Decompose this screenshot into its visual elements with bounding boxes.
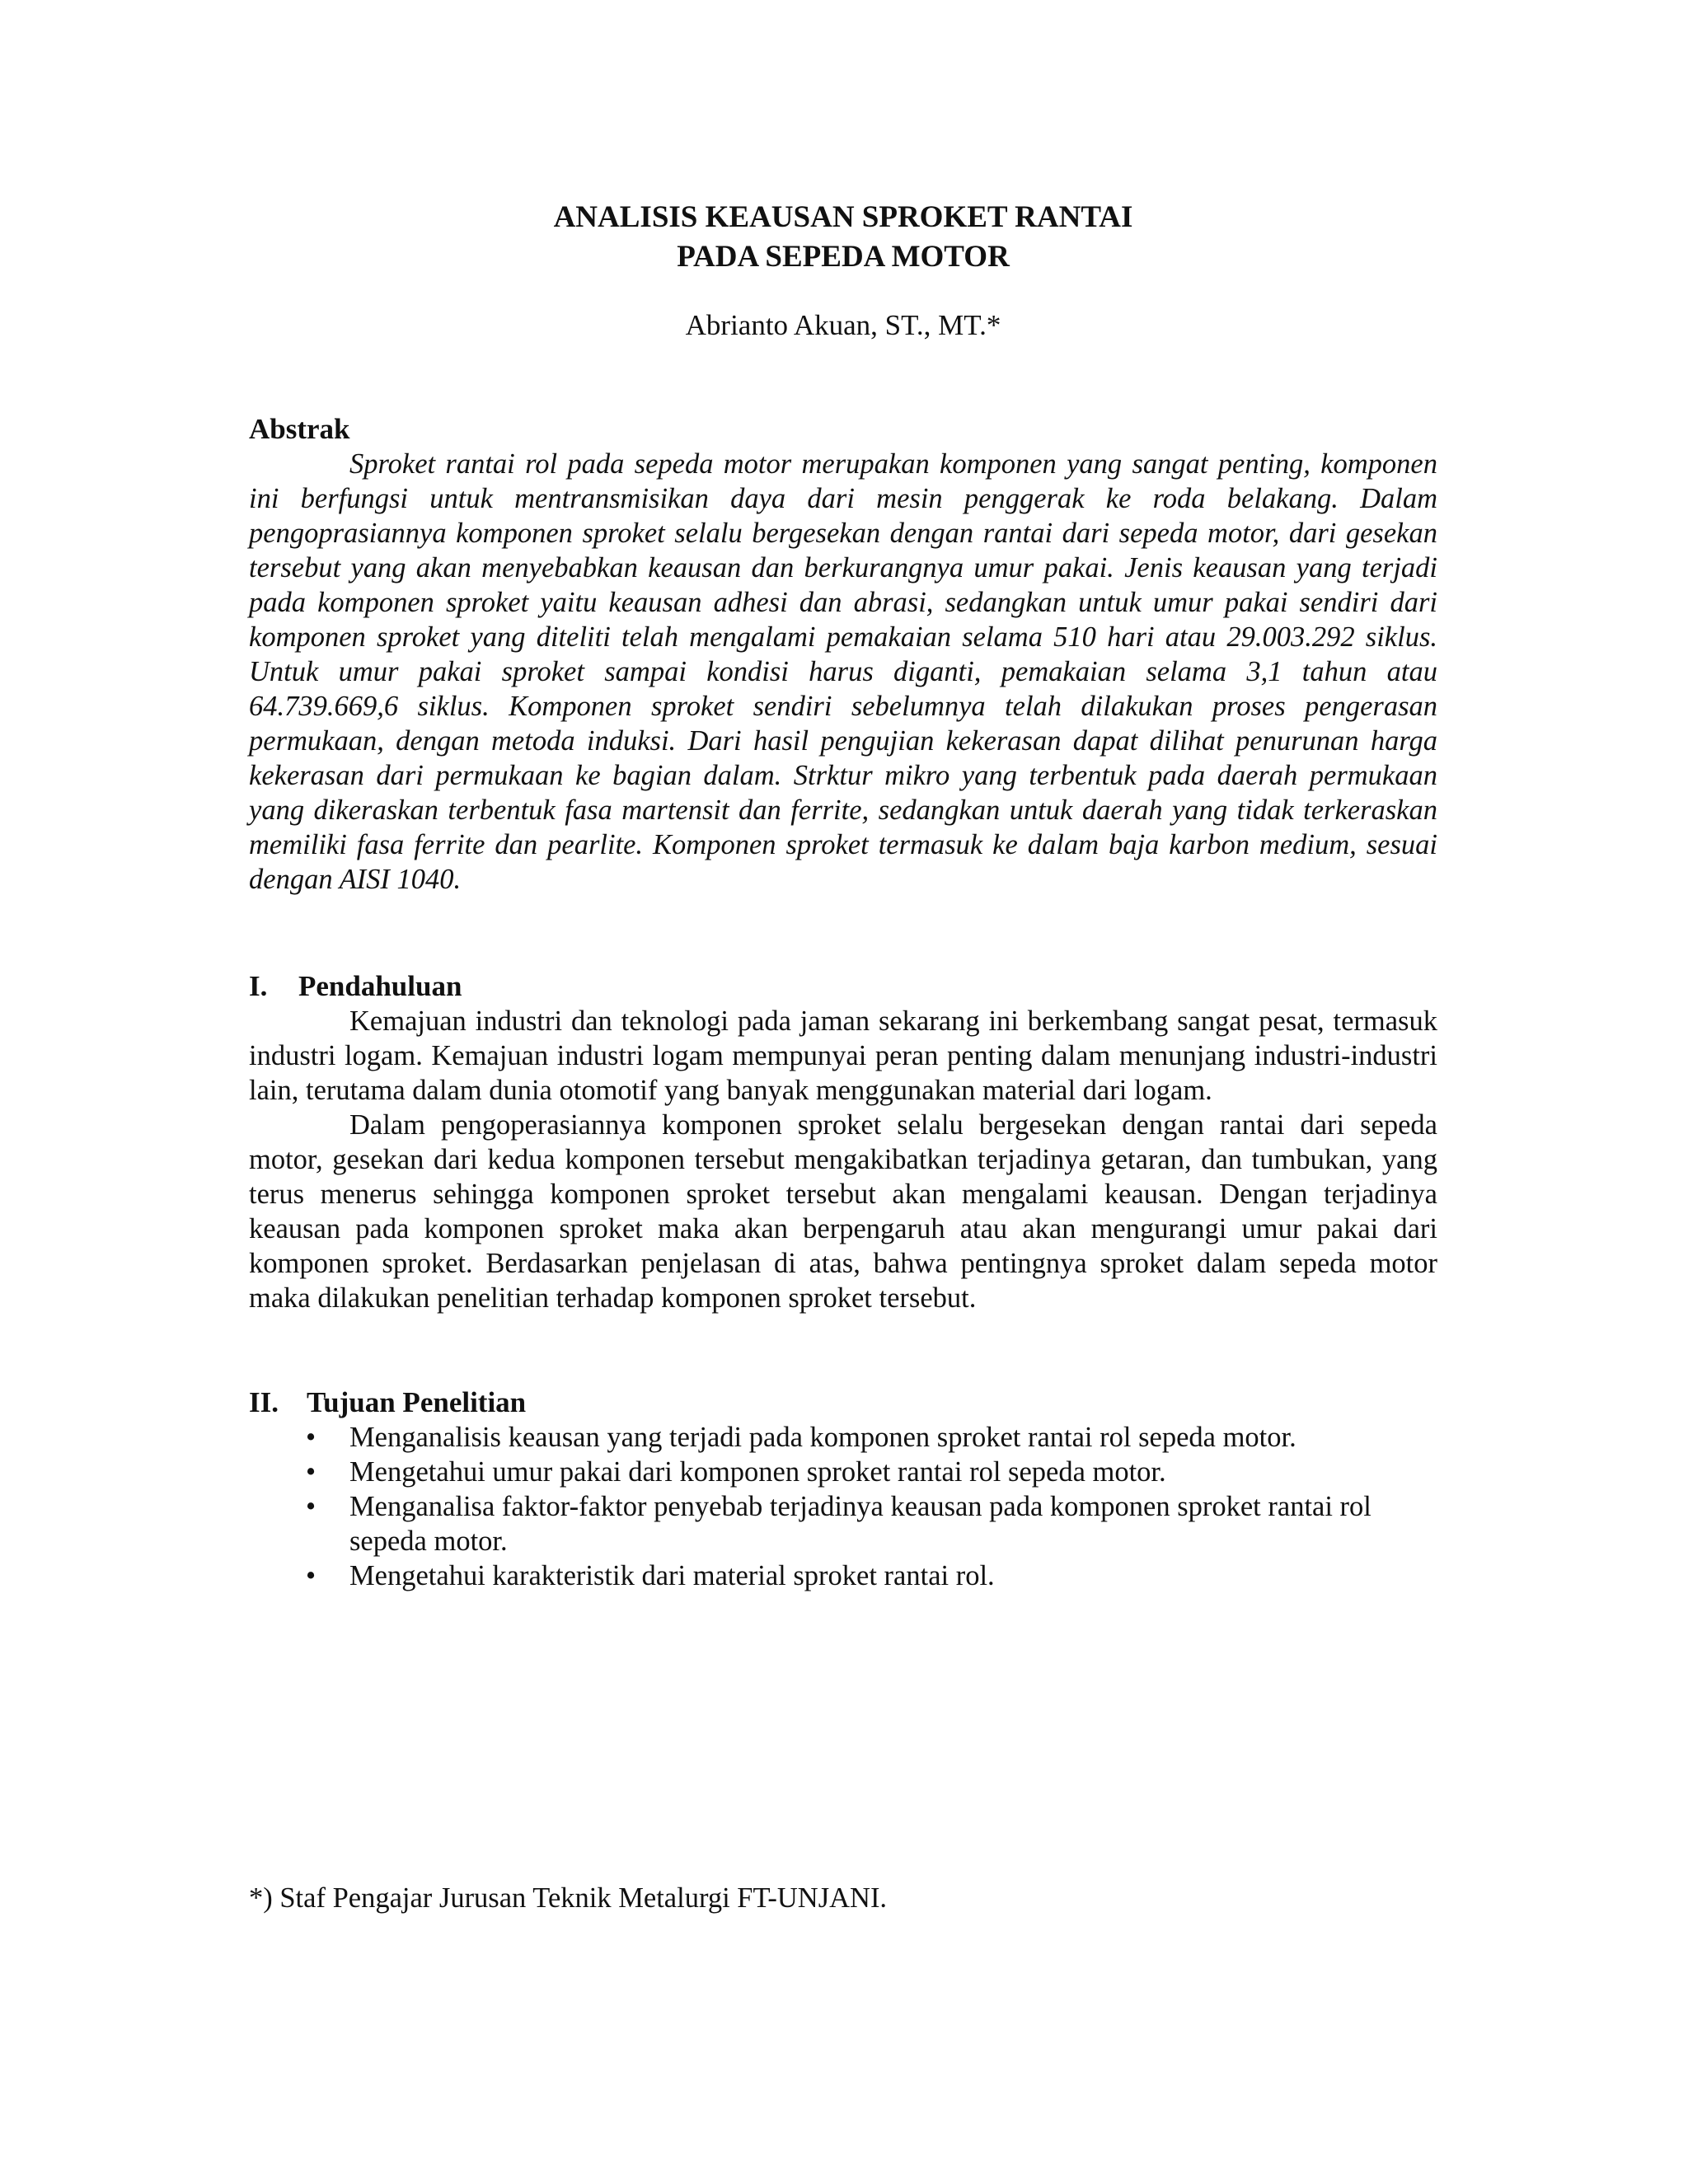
paper-title	[249, 198, 1437, 277]
section-title: Pendahuluan	[298, 970, 462, 1002]
list-item-text: Menganalisis keausan yang terjadi pada komponen sproket rantai rol sepeda motor.	[349, 1422, 1296, 1453]
paragraph: Kemajuan industri dan teknologi pada jaman sekarang ini berkembang sangat pesat, termasuk industri logam. Kemajuan industri logam mempunyai peran penting dalam menunjang industri-industri lain, terutama dalam dunia otomotif yang banyak menggunakan material dari logam.	[249, 1005, 1437, 1106]
abstract-heading: Abstrak	[249, 413, 350, 445]
abstract-text: Sproket rantai rol pada sepeda motor merupakan komponen yang sangat penting, komponen ini berfungsi untuk mentransmisikan daya dari mesin penggerak ke roda belakang. Dalam pengoprasiannya komponen sproket selalu bergesekan dengan rantai dari sepeda motor, dari gesekan tersebut yang akan menyebabkan keausan dan berkurangnya umur pakai. Jenis keausan yang terjadi pada komponen sproket yaitu keausan adhesi dan abrasi, sedangkan untuk umur pakai sendiri dari komponen sproket yang diteliti telah mengalami pemakaian selama 510 hari atau 29.003.292 siklus. Untuk umur pakai sproket sampai kondisi harus diganti, pemakaian selama 3,1 tahun atau 64.739.669,6 siklus. Komponen sproket sendiri sebelumnya telah dilakukan proses pengerasan permukaan, dengan metoda induksi. Dari hasil pengujian kekerasan dapat dilihat penurunan harga kekerasan dari permukaan ke bagian dalam. Strktur mikro yang terbentuk pada daerah permukaan yang dikeraskan terbentuk fasa martensit dan ferrite, sedangkan untuk daerah yang tidak terkeraskan memiliki fasa ferrite dan pearlite. Komponen sproket termasuk ke dalam baja karbon medium, sesuai dengan AISI 1040.	[249, 448, 1437, 895]
section-number: I.	[249, 970, 268, 1002]
list-item	[249, 1455, 1437, 1489]
list-item-text: Mengetahui karakteristik dari material sproket rantai rol.	[349, 1560, 995, 1591]
title-line-1: ANALISIS KEAUSAN SPROKET RANTAI	[553, 200, 1133, 234]
section-title: Tujuan Penelitian	[307, 1386, 527, 1418]
paragraph: Dalam pengoperasiannya komponen sproket selalu bergesekan dengan rantai dari sepeda motor, gesekan dari kedua komponen tersebut mengakibatkan terjadinya getaran, dan tumbukan, yang terus menerus sehingga komponen sproket tersebut akan mengalami keausan. Dengan terjadinya keausan pada komponen sproket maka akan berpengaruh atau akan mengurangi umur pakai dari komponen sproket. Berdasarkan penjelasan di atas, bahwa pentingnya sproket dalam sepeda motor maka dilakukan penelitian terhadap komponen sproket tersebut.	[249, 1109, 1437, 1314]
footnote: *) Staf Pengajar Jurusan Teknik Metalurgi FT-UNJANI.	[249, 1882, 888, 1914]
section-number: II.	[249, 1386, 279, 1418]
bullet-icon: •	[305, 1422, 316, 1453]
abstract-section	[249, 412, 1437, 897]
list-item	[249, 1420, 1437, 1455]
list-item-text: Menganalisa faktor-faktor penyebab terjadinya keausan pada komponen sproket rantai rol sepeda motor.	[349, 1491, 1372, 1557]
list-item-text: Mengetahui umur pakai dari komponen sproket rantai rol sepeda motor.	[349, 1456, 1166, 1488]
document-page	[249, 0, 1437, 2184]
section-introduction	[249, 969, 1437, 1315]
list-item	[249, 1558, 1437, 1593]
bullet-icon: •	[305, 1560, 316, 1591]
section-heading	[249, 1385, 1437, 1420]
bullet-icon: •	[305, 1491, 316, 1522]
author-line: Abrianto Akuan, ST., MT.*	[685, 309, 1001, 341]
title-line-2: PADA SEPEDA MOTOR	[677, 240, 1010, 274]
section-research-objectives	[249, 1385, 1437, 1593]
objectives-list	[249, 1420, 1437, 1593]
list-item	[249, 1489, 1437, 1558]
bullet-icon: •	[305, 1456, 316, 1488]
section-heading	[249, 969, 1437, 1004]
